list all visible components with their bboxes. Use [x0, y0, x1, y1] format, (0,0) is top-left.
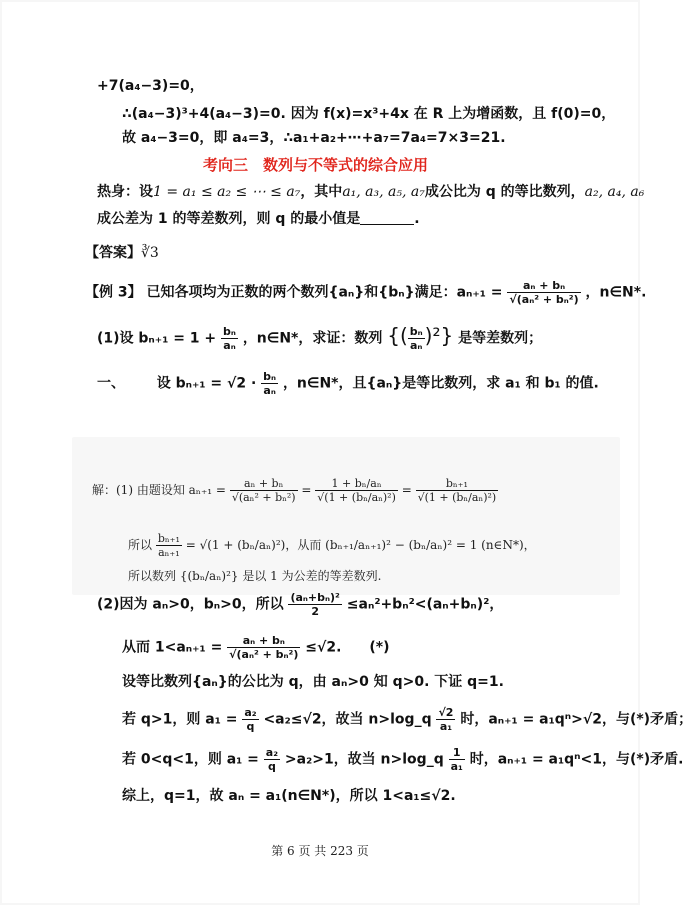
sol2-l1-frac-den: 2 — [311, 605, 319, 618]
sol2-l5-den: q — [267, 760, 276, 773]
part1-mid: ，n∈N*，求证：数列 — [242, 330, 383, 347]
scan-s1-b: √(aₙ² + bₙ²) — [231, 491, 296, 504]
scan-line-3: 所以数列 {(bₙ/aₙ)²} 是以 1 为公差的等差数列. — [128, 569, 382, 583]
sol2-l5-tail: 时，aₙ₊₁ = a₁qⁿ<1，与(*)矛盾. — [469, 751, 684, 768]
sol2-l5-prefix: 若 0<q<1，则 a₁ = — [122, 751, 259, 768]
sol2-l2-frac — [227, 634, 300, 661]
part2-line — [97, 370, 599, 397]
sol2-l4-prefix: 若 q>1，则 a₁ = — [122, 711, 238, 728]
solution2-line-6: 综上，q=1，故 aₙ = a₁(n∈N*)，所以 1<a₁≤√2. — [122, 788, 456, 804]
warmup-prefix: 热身：设 — [97, 184, 153, 200]
example-fraction — [507, 279, 580, 306]
part1-line — [97, 325, 542, 352]
solution2-line-2 — [122, 634, 390, 661]
warmup-line-1 — [97, 182, 644, 202]
example-frac-den: √(aₙ² + bₙ²) — [509, 293, 579, 306]
part2-prefix: 设 bₙ₊₁ = √2 · — [156, 375, 257, 392]
example-tail: ，n∈N*. — [585, 284, 647, 301]
warmup-condition: 1 = a₁ ≤ a₂ ≤ ⋯ ≤ a₇ — [153, 184, 301, 200]
warmup-middle: ，其中 — [300, 184, 343, 200]
part2-frac-num: bₙ — [263, 370, 277, 383]
scan-s2-prefix: 所以 — [128, 538, 153, 552]
part1-suffix: 是等差数列； — [458, 330, 543, 347]
scan-frac-2 — [315, 477, 398, 504]
warmup-arith-terms: a₂, a₄, a₆ — [584, 184, 645, 200]
sol2-l4-den: q — [246, 720, 255, 733]
scan-line-2 — [128, 532, 536, 559]
sol2-l4-tail: 时，aₙ₊₁ = a₁qⁿ>√2，与(*)矛盾； — [460, 711, 692, 728]
part1-seq-num: bₙ — [409, 325, 423, 338]
scan-frac-4 — [156, 532, 182, 559]
section-heading: 考向三 数列与不等式的综合应用 — [203, 156, 429, 174]
scan-s1-c: 1 + bₙ/aₙ — [315, 477, 398, 491]
sol2-l4-den2: a₁ — [439, 720, 453, 733]
scan-s1-a: aₙ + bₙ — [230, 477, 298, 491]
answer-blank — [360, 210, 414, 225]
equation-line-2: ∴(a₄−3)³+4(a₄−3)=0. 因为 f(x)=x³+4x 在 R 上为增函数，且 f(0)=0， — [122, 106, 616, 122]
sol2-l4-frac2 — [436, 706, 455, 733]
part2-frac-den: aₙ — [263, 384, 276, 397]
sol2-l5-num2: 1 — [449, 746, 465, 760]
sol2-l4-num: a₂ — [244, 706, 257, 719]
sol2-l5-frac — [264, 746, 280, 773]
part1-fraction — [221, 325, 238, 352]
warmup-end: . — [414, 211, 420, 227]
part2-fraction — [261, 370, 278, 397]
example-frac-num: aₙ + bₙ — [507, 279, 580, 293]
part1-seq-fraction — [408, 325, 425, 352]
scan-s1-prefix: 解：(1) 由题设知 aₙ₊₁ = — [92, 483, 226, 497]
page-footer: 第 6 页 共 223 页 — [271, 844, 369, 858]
sol2-l1-frac-num: (aₙ+bₙ)² — [290, 591, 340, 604]
sol2-l2-num: aₙ + bₙ — [227, 634, 300, 648]
example-line — [85, 279, 646, 306]
sol2-l2-prefix: 从而 1<aₙ₊₁ = — [122, 639, 223, 656]
warmup-line2-text: 成公差为 1 的等差数列，则 q 的最小值是 — [97, 211, 361, 227]
sol2-l2-tail: ≤√2. (*) — [305, 639, 390, 656]
warmup-after-geo: 成公比为 q 的等比数列， — [424, 184, 585, 200]
scan-s2-b: aₙ₊₁ — [158, 546, 180, 559]
sol2-l5-num: a₂ — [265, 746, 279, 759]
sol2-l1: (2)因为 aₙ>0，bₙ>0，所以 — [97, 596, 284, 613]
sol2-l5-frac2 — [449, 746, 465, 773]
part2-suffix: ，n∈N*，且{aₙ}是等比数列，求 a₁ 和 b₁ 的值. — [282, 375, 599, 392]
brace-open: {( — [387, 323, 408, 348]
brace-close: )²} — [424, 323, 454, 348]
scan-s2-tail: (bₙ₊₁/aₙ₊₁)² − (bₙ/aₙ)² = 1 (n∈N*)， — [325, 538, 536, 552]
solution2-line-4 — [122, 706, 692, 733]
sol2-l1-tail: ≤aₙ²+bₙ²<(aₙ+bₙ)²， — [346, 596, 504, 613]
sol2-l1-frac — [288, 591, 341, 618]
solution2-line-1 — [97, 591, 503, 618]
sol2-l2-den: √(aₙ² + bₙ²) — [229, 648, 299, 661]
sol2-l4-num2: √2 — [438, 706, 454, 719]
sol2-l4-frac — [242, 706, 258, 733]
answer-value: ∛3 — [141, 245, 159, 261]
equation-line-1: +7(a₄−3)=0， — [97, 78, 204, 94]
scan-s1-e: bₙ₊₁ — [416, 477, 499, 491]
part1-prefix: (1)设 bₙ₊₁ = 1 + — [97, 330, 217, 347]
scan-frac-3 — [416, 477, 499, 504]
example-text: 已知各项均为正数的两个数列{aₙ}和{bₙ}满足：aₙ₊₁ = — [146, 284, 503, 301]
scan-s2-a: bₙ₊₁ — [157, 532, 180, 545]
part1-frac-den: aₙ — [223, 339, 236, 352]
part1-frac-num: bₙ — [223, 325, 236, 338]
scan-s1-d: √(1 + (bₙ/aₙ)²) — [317, 491, 396, 504]
warmup-line-2 — [97, 209, 420, 229]
sol2-l5-mid: >a₂>1，故当 n>log_q — [284, 751, 444, 768]
equation-line-3: 故 a₄−3=0，即 a₄=3，∴a₁+a₂+⋯+a₇=7a₄=7×3=21. — [122, 130, 506, 146]
solution2-line-3: 设等比数列{aₙ}的公比为 q，由 aₙ>0 知 q>0. 下证 q=1. — [122, 674, 504, 690]
part2-num: 一、 — [97, 375, 125, 392]
scanned-solution — [72, 437, 620, 595]
scan-s2-mid: = √(1 + (bₙ/aₙ)²)，从而 — [185, 538, 322, 552]
example-label: 【例 3】 — [85, 284, 142, 301]
part1-seq-den: aₙ — [410, 339, 423, 352]
sol2-l4-mid: <a₂≤√2，故当 n>log_q — [263, 711, 432, 728]
answer-label: 【答案】 — [85, 245, 141, 261]
warmup-geo-terms: a₁, a₃, a₅, a₇ — [342, 184, 425, 200]
scan-s1-f: √(1 + (bₙ/aₙ)²) — [417, 491, 497, 504]
scan-frac-1 — [230, 477, 298, 504]
solution2-line-5 — [122, 746, 683, 773]
sol2-l5-den2: a₁ — [450, 760, 463, 773]
scan-line-1: 解：(1) 由题设知 aₙ₊₁ = $\frac{\text{aₙ + bₙ}}{\text{√(aₙ² + bₙ²)}}$ = $\frac{\text{1 + bₙ/aₙ}}{\text{√(1 + (bₙ/aₙ)²)}}$ = $\frac{\text{bₙ₊₁}}{\text{√(1 + (bₙ/aₙ)²)}}$ — [92, 477, 497, 504]
answer-line — [85, 243, 159, 263]
